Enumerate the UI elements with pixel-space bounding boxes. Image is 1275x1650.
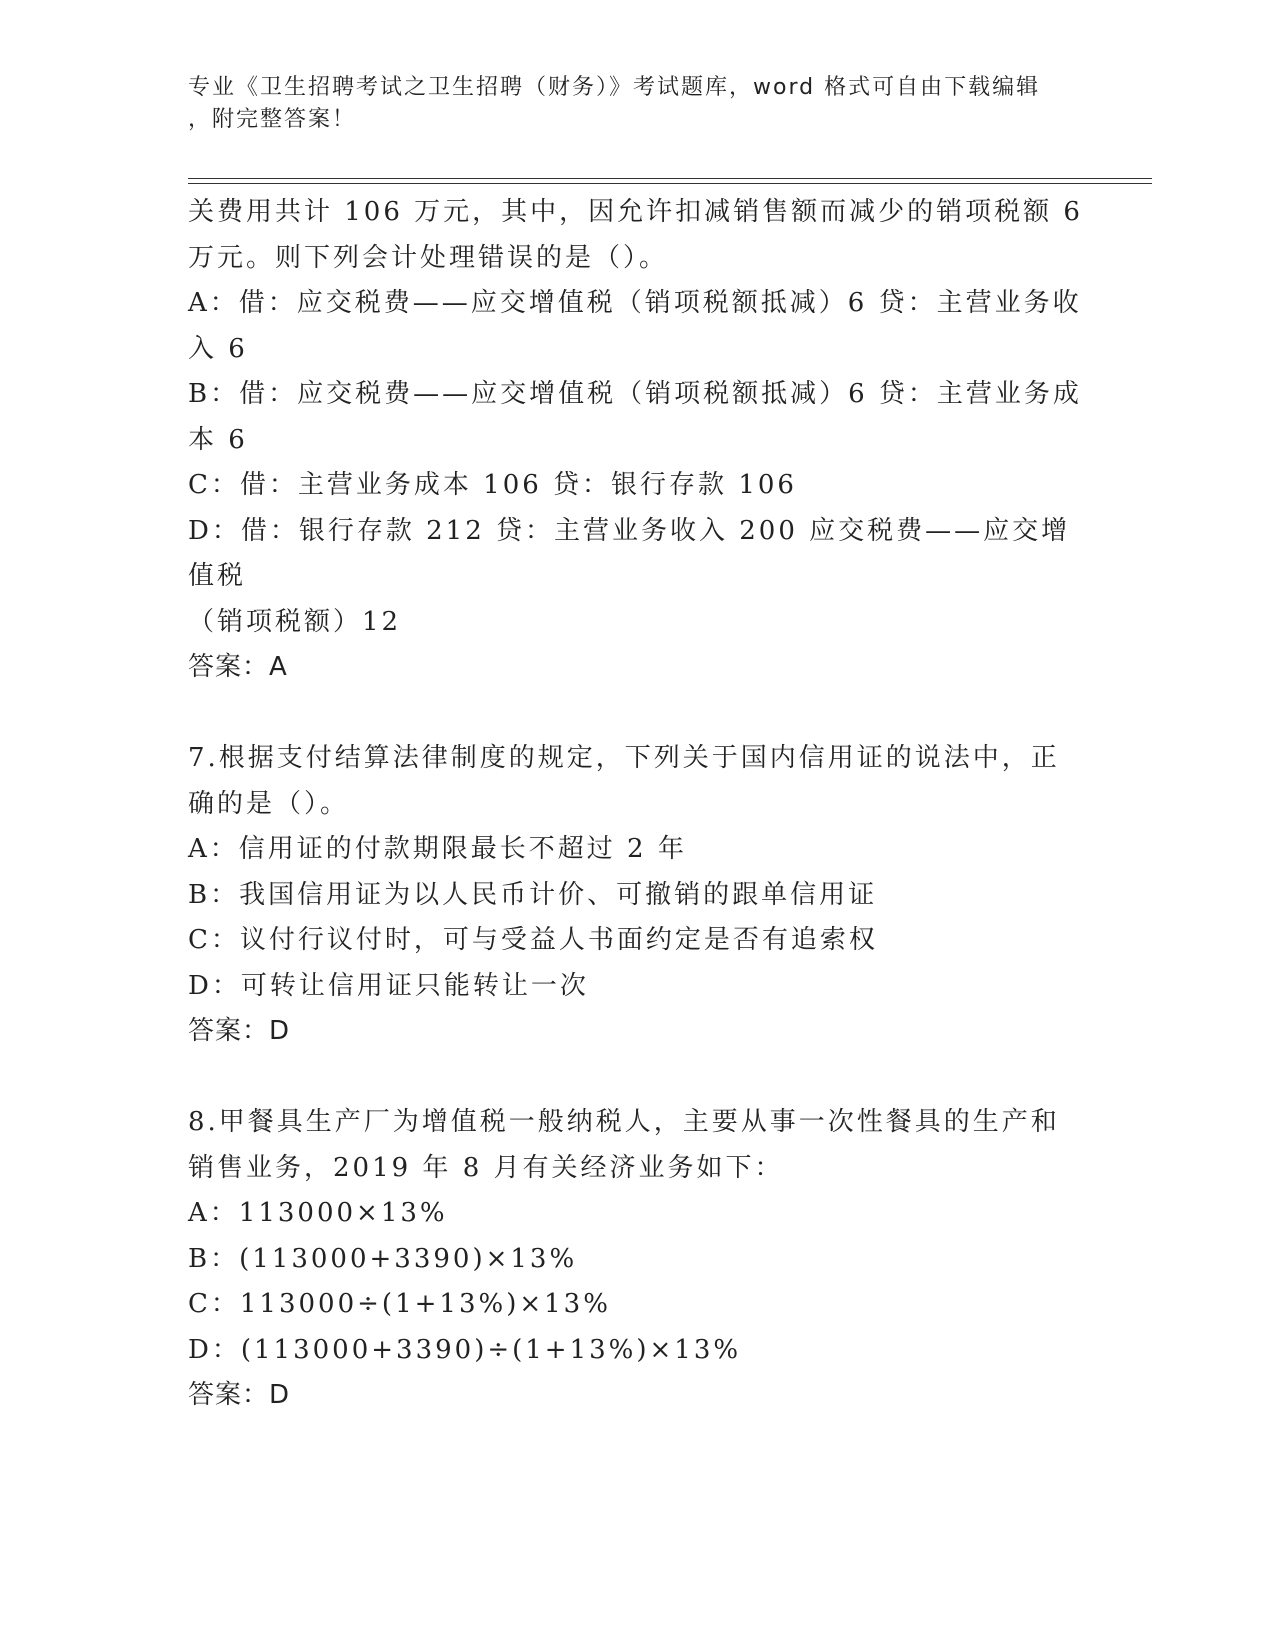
option-b: B：我国信用证为以人民币计价、可撤销的跟单信用证 — [188, 879, 878, 910]
spacer — [188, 1055, 1088, 1101]
spacer — [188, 691, 1088, 737]
option-a: A：借：应交税费——应交增值税（销项税额抵减）6 贷：主营业务收 — [188, 288, 1082, 318]
header-divider-top — [188, 178, 1152, 179]
document-header — [188, 72, 1068, 136]
header-line-1: 专业《卫生招聘考试之卫生招聘（财务）》考试题库，word 格式可自由下载编辑 — [188, 75, 1041, 100]
question-stem-line: 8.甲餐具生产厂为增值税一般纳税人，主要从事一次性餐具的生产和 — [188, 1107, 1060, 1137]
option-a-continued: 入 6 — [188, 333, 248, 364]
question-7 — [188, 736, 1088, 1055]
question-stem-line: 关费用共计 106 万元，其中，因允许扣减销售额而减少的销项税额 6 — [188, 197, 1083, 227]
question-8 — [188, 1100, 1088, 1419]
option-c: C：议付行议付时，可与受益人书面约定是否有追索权 — [188, 925, 878, 955]
document-body — [188, 190, 1088, 1419]
question-stem-line: 确的是（）。 — [188, 788, 350, 819]
question-stem-line: 万元。则下列会计处理错误的是（）。 — [188, 242, 669, 273]
answer-line: 答案：D — [188, 1380, 291, 1410]
question-stem-line: 销售业务，2019 年 8 月有关经济业务如下： — [188, 1152, 784, 1183]
option-b: B：借：应交税费——应交增值税（销项税额抵减）6 贷：主营业务成 — [188, 379, 1082, 409]
question-stem-line: 7.根据支付结算法律制度的规定，下列关于国内信用证的说法中，正 — [188, 743, 1060, 773]
answer-line: 答案：A — [188, 652, 288, 682]
option-a: A：信用证的付款期限最长不超过 2 年 — [188, 834, 687, 864]
option-c: C：113000÷(1+13%)×13% — [188, 1289, 611, 1319]
option-b: B：(113000+3390)×13% — [188, 1243, 578, 1274]
answer-line: 答案：D — [188, 1016, 291, 1046]
option-d: D：可转让信用证只能转让一次 — [188, 970, 589, 1001]
option-c: C：借：主营业务成本 106 贷：银行存款 106 — [188, 470, 797, 500]
option-a: A：113000×13% — [188, 1198, 448, 1228]
header-line-2: ，附完整答案！ — [188, 107, 357, 132]
header-divider-bottom — [188, 183, 1152, 184]
option-d-continued: （销项税额）12 — [188, 606, 402, 637]
option-b-continued: 本 6 — [188, 424, 248, 455]
question-6 — [188, 190, 1088, 691]
option-d: D：(113000+3390)÷(1+13%)×13% — [188, 1334, 742, 1365]
option-d: D：借：银行存款 212 贷：主营业务收入 200 应交税费——应交增值税 — [188, 515, 1071, 591]
